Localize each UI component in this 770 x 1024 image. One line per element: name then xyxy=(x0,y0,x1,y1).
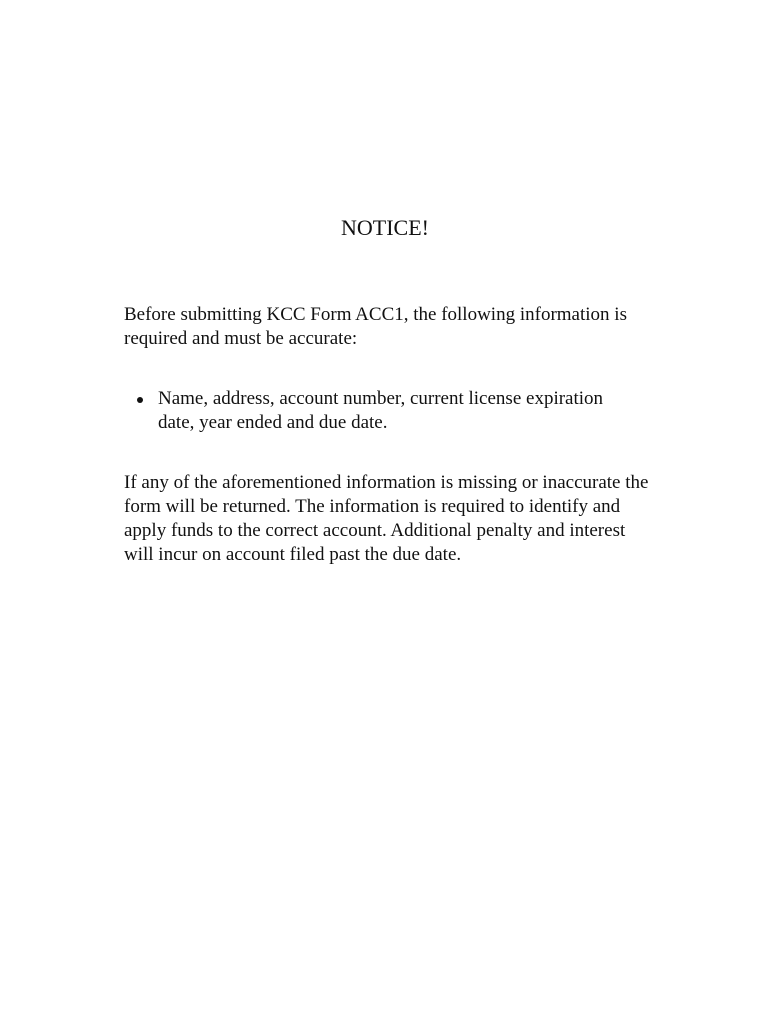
list-item xyxy=(124,387,644,435)
intro-paragraph: Before submitting KCC Form ACC1, the following information is required and must be accurate: xyxy=(124,304,627,349)
requirements-list xyxy=(124,387,644,435)
requirement-text: Name, address, account number, current license expiration date, year ended and due date. xyxy=(158,388,604,433)
notice-title: NOTICE! xyxy=(341,215,429,240)
bullet-icon xyxy=(137,397,143,403)
closing-paragraph: If any of the aforementioned information is missing or inaccurate the form will be returned. The information is required to identify and apply funds to the correct account. Additional penalty and interest will incur on account filed past the due date. xyxy=(124,472,649,565)
